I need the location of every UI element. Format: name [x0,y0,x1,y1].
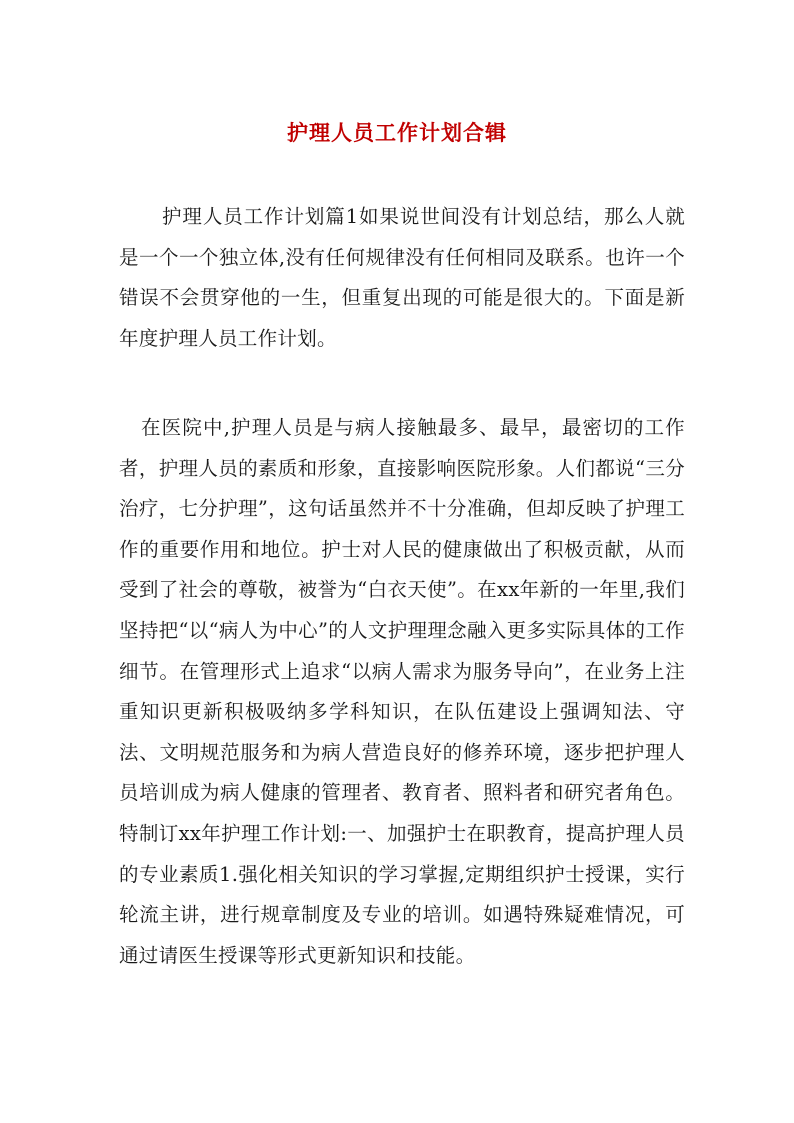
paragraph-body: 在医院中,护理人员是与病人接触最多、最早，最密切的工作者，护理人员的素质和形象，直接影响医院形象。人们都说“三分治疗，七分护理”，这句话虽然并不十分准确，但却反映了护理工作的重要作用和地位。护士对人民的健康做出了积极贡献，从而受到了社会的尊敬，被誉为“白衣天使”。在xx年新的一年里,我们坚持把“以“病人为中心”的人文护理理念融入更多实际具体的工作细节。在管理形式上追求“以病人需求为服务导向”，在业务上注重知识更新积极吸纳多学科知识，在队伍建设上强调知法、守法、文明规范服务和为病人营造良好的修养环境，逐步把护理人员培训成为病人健康的管理者、教育者、照料者和研究者角色。特制订xx年护理工作计划:一、加强护士在职教育，提高护理人员的专业素质1.强化相关知识的学习掌握,定期组织护士授课，实行轮流主讲，进行规章制度及专业的培训。如遇特殊疑难情况，可通过请医生授课等形式更新知识和技能。 [119,416,685,967]
document-title: 护理人员工作计划合辑 [287,120,507,146]
paragraph-intro: 护理人员工作计划篇1如果说世间没有计划总结，那么人就是一个一个独立体,没有任何规律没有任何相同及联系。也许一个错误不会贯穿他的一生，但重复出现的可能是很大的。下面是新年度护理人员工作计划。 [119,205,685,350]
